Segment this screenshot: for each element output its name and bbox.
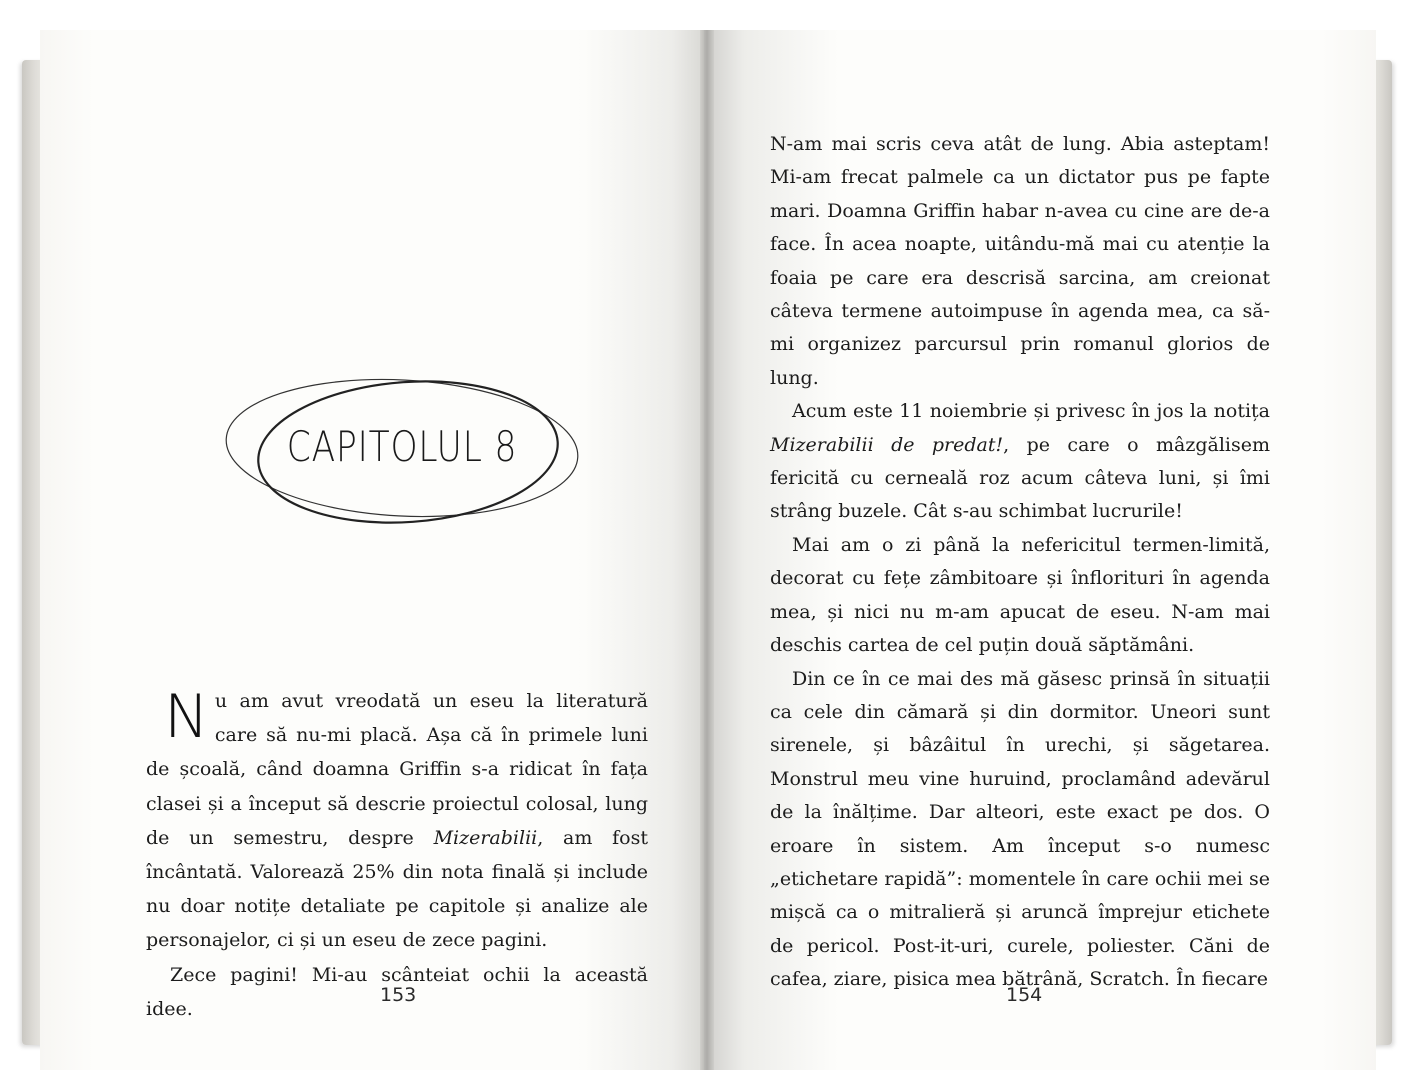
paragraph-text: Acum este 11 noiembrie și privesc în jos la notița [792, 400, 1270, 423]
paragraph [146, 684, 648, 958]
paragraph: Mai am o zi până la nefericitul termen-limită, decorat cu fețe zâmbitoare și înflorituri în agenda mea, și nici nu m-am apucat de eseu. N-am mai deschis cartea de cel puțin două săptămâni. [770, 533, 1270, 657]
paragraph-text: , am fost încântată. Valorează 25% din nota finală și include nu doar notițe detaliate pe capitole și analize ale personajelor, ci și un eseu de zece pagini. [146, 826, 648, 952]
right-page-body [770, 128, 1270, 997]
paragraph-text: u am avut vreodată un eseu la literatură care să nu-mi placă. Așa că în primele luni de școală, când doamna Griffin s-a ridicat în fața clasei și a început să descrie proiectul colosal, lung de un semestru, despre [146, 690, 648, 849]
page-number-left: 153 [380, 984, 417, 1006]
book-gutter [700, 30, 714, 1070]
chapter-heading-badge [222, 370, 582, 530]
drop-cap: N [164, 682, 209, 752]
page-number-right: 154 [1006, 984, 1043, 1006]
paragraph: Zece pagini! Mi-au scânteiat ochii la această idee. [146, 963, 648, 1020]
paragraph-text: , pe care o mâzgălisem fericită cu cerneală roz acum câteva luni, și îmi strâng buzele. Cât s-au schimbat lucrurile! [770, 433, 1270, 523]
paragraph: Din ce în ce mai des mă găsesc prinsă în situații ca cele din cămară și din dormitor. Uneori sunt sirenele, și bâzâitul în urechi, și săgetarea. Monstrul meu vine huruind, proclamând adevărul de la înălțime. Dar alteori, este exact pe dos. O eroare în sistem. Am început s-o numesc „etichetare rapidă”: momentele în care ochii mei se mișcă ca o mitralieră și aruncă împrejur etichete de pericol. Post-it-uri, curele, poliester. Căni de cafea, ziare, pisica mea bătrână, Scratch. În fiecare [770, 667, 1270, 991]
chapter-title: CAPITOLUL 8 [286, 422, 518, 471]
paragraph [770, 395, 1270, 529]
paragraph: N-am mai scris ceva atât de lung. Abia asteptam! Mi-am frecat palmele ca un dictator pus pe fapte mari. Doamna Griffin habar n-avea cu cine are de-a face. În acea noapte, uitându-mă mai cu atenție la foaia pe care era descrisă sarcina, am creionat câteva termene autoimpuse în agenda mea, ca să-mi organizez parcursul prin romanul glorios de lung. [770, 133, 1270, 389]
book-title-italic: Mizerabilii [433, 826, 538, 849]
left-page-body [146, 684, 648, 1026]
note-italic: Mizerabilii de predat! [770, 433, 1004, 456]
